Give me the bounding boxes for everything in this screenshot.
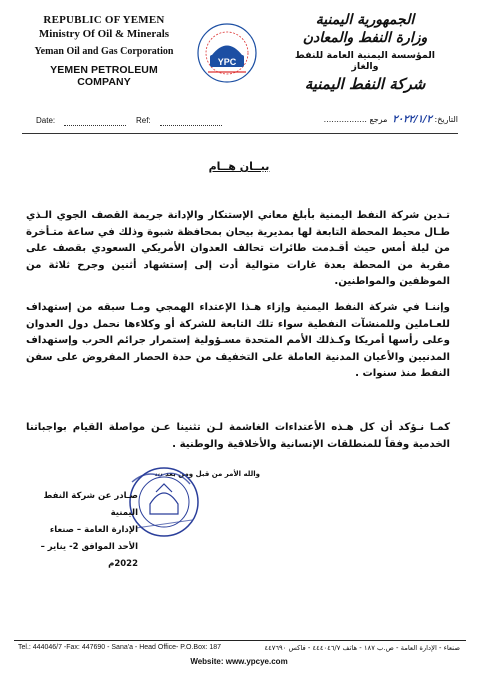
issue-date-line: الأحد الموافق 2- يناير – 2022م — [40, 542, 138, 569]
corporation-name-en: Yeman Oil and Gas Corporation — [34, 46, 174, 57]
signature-block — [18, 488, 138, 573]
company-name-ar: شركة النفط اليمنية — [304, 75, 426, 93]
english-letterhead — [24, 14, 184, 88]
logo-text: YPC — [217, 57, 237, 67]
date-label: Date: — [36, 116, 56, 125]
date-field-line — [64, 125, 126, 126]
arabic-letterhead — [280, 12, 450, 93]
statement-title: بيــان هــام — [208, 160, 270, 173]
paragraph-2: وإننـا في شركة النفط اليمنية وإزاء هـذا الإعتداء الهمجي ومـا سبقه من إستهداف للعـاملين وللمنشآت النفطية سواء تلك التابعة للشركة أو وكلاءها نحمل دول العدوان وعلى رأسها أمريكا وكـذلك الأمم المتحدة مسـؤولية إستمرار جرائم الحرب وإستهداف المدنيين والأعيان المدنية العاملة على التخفيف من حدة الحصار المفروض على سفن النفط منذ سنوات . — [26, 302, 450, 379]
ypc-logo — [196, 22, 258, 84]
arabic-date-value: ٢٠٢٢/١/٢ — [392, 114, 432, 125]
country-name-en: REPUBLIC OF YEMEN — [43, 14, 165, 26]
closing-line: والله الأمر من قبل ومن بعد ،،، — [154, 470, 260, 478]
header-divider — [22, 133, 458, 134]
footer-contact-ar: صنعاء - الإدارة العامة - ص.ب ١٨٧ - هاتف ٤٤٤٠٤٦/٧ - فاكس ٤٤٧٦٩٠ — [264, 644, 460, 652]
company-name-en: YEMEN PETROLEUM COMPANY — [50, 64, 158, 88]
arabic-date-label: التاريخ: — [434, 115, 458, 124]
ministry-name-ar: وزارة النفط والمعادن — [302, 30, 428, 46]
issuer-line: صـادر عن شركة النفط اليمنية — [43, 491, 138, 518]
footer-website: Website: www.ypcye.com — [190, 657, 288, 666]
paragraph-1: تـدين شركة النفط اليمنية بأبلغ معاني الإستنكار والإدانة جريمة القصف الجوي الـذي طـال محيط المحطة التابعة لها بمديرية بيحان بمحافظة شبوة وذلك في ساعة متـأخرة من ليلة أمس حيث أقـدمت طائرات تحالف العدوان الأمريكي السعودي بقصف على مقربة من المحطة بعدة غارات متوالية أدت إلى إستشهاد أثنين وجرح ثلاثة من الموظفين والمواطنين. — [26, 210, 450, 287]
country-name-ar: الجمهورية اليمنية — [315, 12, 415, 28]
ministry-name-en: Ministry Of Oil & Minerals — [38, 28, 170, 40]
ref-label: Ref: — [136, 116, 151, 125]
date-ref-row — [28, 114, 458, 128]
ref-field-line — [160, 125, 222, 126]
department-line: الإدارة العامة – صنعاء — [49, 525, 138, 535]
arabic-ref-label: مرجع — [369, 115, 388, 124]
footer-divider — [14, 640, 466, 641]
arabic-date-field: التاريخ: ٢٠٢٢/١/٢ مرجع ................. — [323, 114, 458, 125]
footer-contact-en: Tel.: 444046/7 -Fax: 447690 - Sana'a - Head Office- P.O.Box: 187 — [18, 644, 222, 651]
paragraph-3: كمـا نـؤكد أن كل هـذه الأعتداءات الغاشمة لـن تثنينا عـن مواصلة القيام بواجباتنا الخدمية وفقاً للمنطلقات الإنسانية والأخلاقية والوطنية . — [26, 422, 450, 450]
corporation-name-ar: المؤسسة اليمنية العامة للنفط والغاز — [294, 50, 436, 72]
